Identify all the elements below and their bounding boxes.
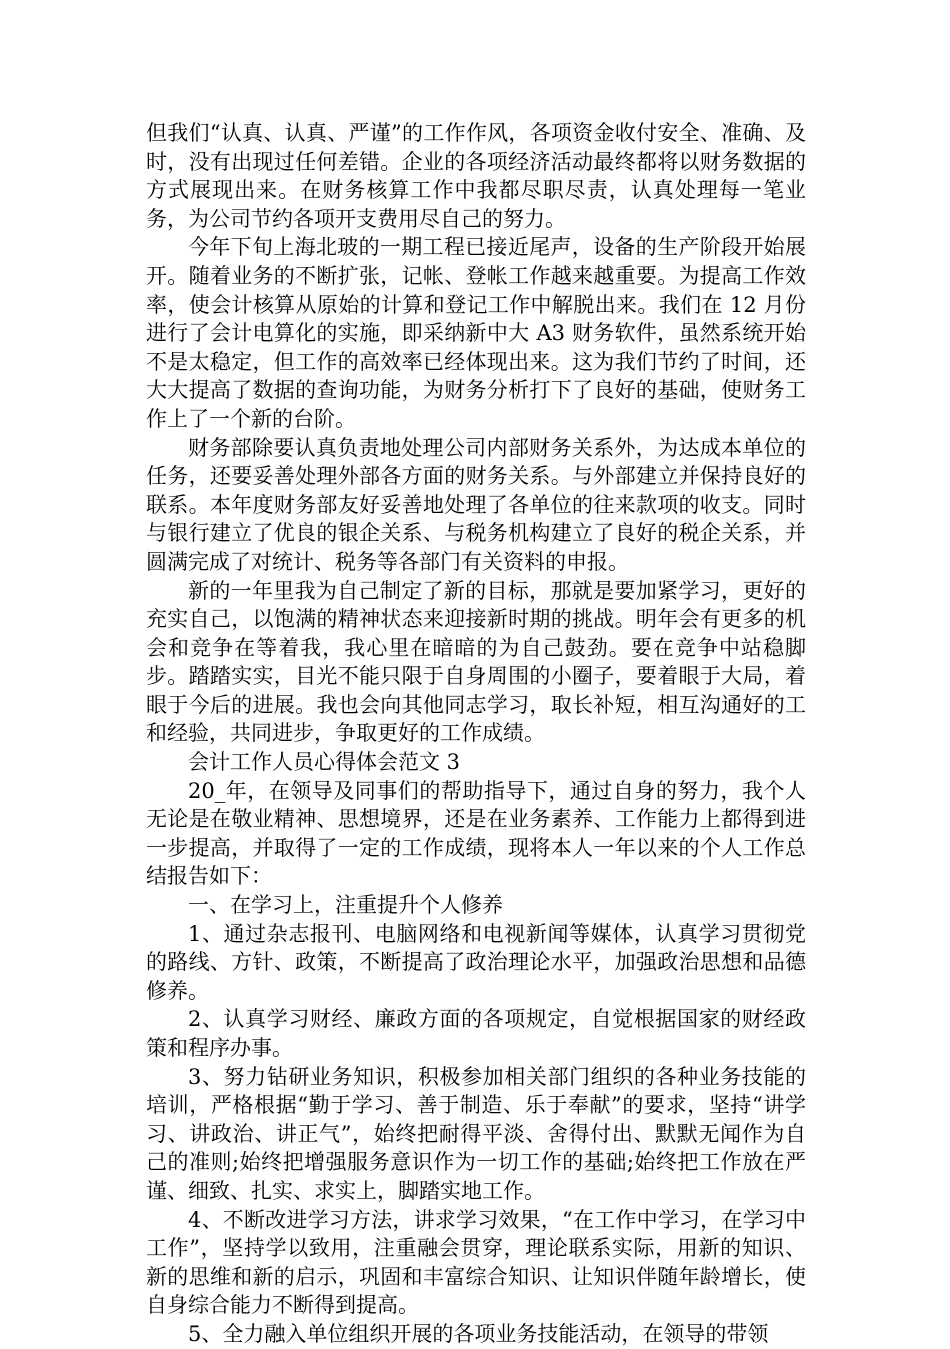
paragraph-3: 财务部除要认真负责地处理公司内部财务关系外，为达成本单位的任务，还要妥善处理外部各方面的财务关系。与外部建立并保持良好的联系。本年度财务部友好妥善地处理了各单位的往来款项的收支。同时与银行建立了优良的银企关系、与税务机构建立了良好的税企关系，并圆满完成了对统计、税务等各部门有关资料的申报。 [146, 435, 806, 574]
section-heading-study: 一、在学习上，注重提升个人修养 [188, 893, 503, 918]
list-item-4: 4、不断改进学习方法，讲求学习效果，“在工作中学习，在学习中工作”，坚持学以致用，注重融会贯穿，理论联系实际，用新的知识、新的思维和新的启示，巩固和丰富综合知识、让知识伴随年龄增长，使自身综合能力不断得到提高。 [146, 1207, 806, 1318]
paragraph-2: 今年下旬上海北玻的一期工程已接近尾声，设备的生产阶段开始展开。随着业务的不断扩张，记帐、登帐工作越来越重要。为提高工作效率，使会计核算从原始的计算和登记工作中解脱出来。我们在 12 月份进行了会计电算化的实施，即采纳新中大 A3 财务软件，虽然系统开始不是太稳定，但工作的高效率已经体现出来。这为我们节约了时间，还大大提高了数据的查询功能，为财务分析打下了良好的基础，使财务工作上了一个新的台阶。 [146, 235, 806, 431]
paragraph-4: 新的一年里我为自己制定了新的目标，那就是要加紧学习，更好的充实自己，以饱满的精神状态来迎接新时期的挑战。明年会有更多的机会和竞争在等着我，我心里在暗暗的为自己鼓劲。要在竞争中站稳脚步。踏踏实实，目光不能只限于自身周围的小圈子，要着眼于大局，着眼于今后的进展。我也会向其他同志学习，取长补短，相互沟通好的工和经验，共同进步，争取更好的工作成绩。 [146, 578, 806, 746]
section-title-3: 会计工作人员心得体会范文 3 [188, 750, 461, 775]
list-item-5: 5、全力融入单位组织开展的各项业务技能活动，在领导的带领 [188, 1321, 769, 1346]
paragraph-1: 但我们“认真、认真、严谨”的工作作风，各项资金收付安全、准确、及时，没有出现过任何差错。企业的各项经济活动最终都将以财务数据的方式展现出来。在财务核算工作中我都尽职尽责，认真处理每一笔业务，为公司节约各项开支费用尽自己的努力。 [146, 121, 806, 231]
paragraph-5: 20_年，在领导及同事们的帮助指导下，通过自身的努力，我个人无论是在敬业精神、思想境界，还是在业务素养、工作能力上都得到进一步提高，并取得了一定的工作成绩，现将本人一年以来的个人工作总结报告如下： [146, 778, 806, 889]
document-body [146, 119, 806, 1349]
list-item-3: 3、努力钻研业务知识，积极参加相关部门组织的各种业务技能的培训，严格根据“勤于学习、善于制造、乐于奉献”的要求，坚持“讲学习、讲政治、讲正气”，始终把耐得平淡、舍得付出、默默无闻作为自己的准则;始终把增强服务意识作为一切工作的基础;始终把工作放在严谨、细致、扎实、求实上，脚踏实地工作。 [146, 1064, 806, 1203]
list-item-2: 2、认真学习财经、廉政方面的各项规定，自觉根据国家的财经政策和程序办事。 [146, 1007, 806, 1060]
list-item-1: 1、通过杂志报刊、电脑网络和电视新闻等媒体，认真学习贯彻党的路线、方针、政策，不断提高了政治理论水平，加强政治思想和品德修养。 [146, 921, 806, 1003]
